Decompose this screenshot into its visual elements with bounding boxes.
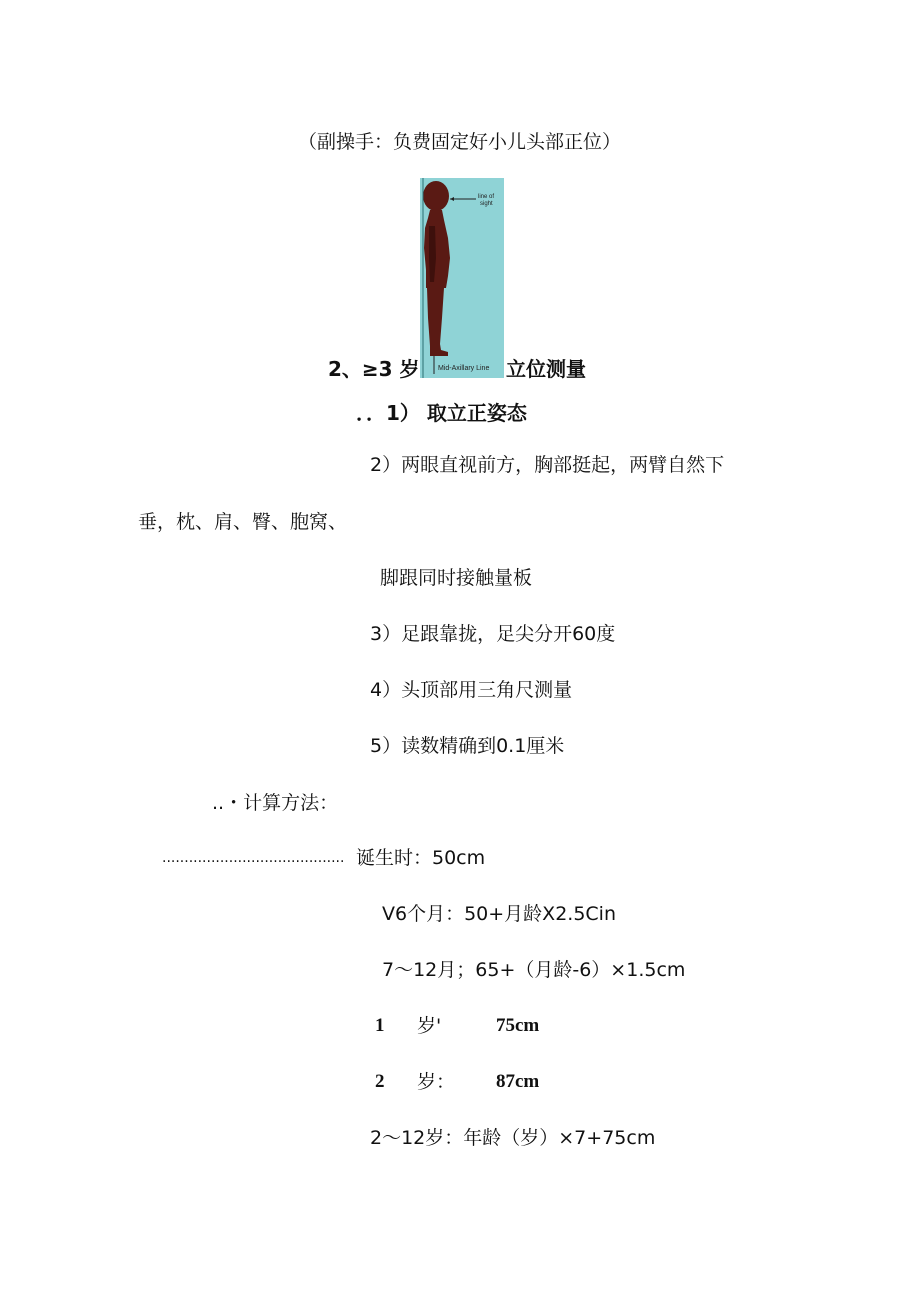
formula-7-12-months: 7～12月；65+（月龄-6）×1.5cm xyxy=(382,959,686,981)
silhouette-head xyxy=(423,181,449,211)
step-2-continued-2: 脚跟同时接触量板 xyxy=(380,567,533,589)
formula-2-12-years: 2～12岁：年龄（岁）×7+75cm xyxy=(370,1127,656,1149)
calc-title: ..・计算方法： xyxy=(212,792,339,814)
standing-child-figure xyxy=(420,178,504,378)
axillary-label: Mid-Axillary Line xyxy=(438,365,490,372)
heading-prefix: 2、≥3 岁 xyxy=(328,357,420,381)
step-2-continued: 垂，枕、肩、臀、胞窝、 xyxy=(138,511,348,533)
formula-1-year-label: 岁' xyxy=(417,1015,442,1037)
formula-1-year-value: 75cm xyxy=(496,1015,540,1036)
line-of-sight-label-1: line of xyxy=(478,194,495,200)
step-2: 2）两眼直视前方，胸部挺起，两臂自然下 xyxy=(370,454,725,476)
line-of-sight-label-2: sight xyxy=(480,201,493,207)
step-3: 3）足跟靠拢，足尖分开60度 xyxy=(370,623,616,645)
formula-1-year-num: 1 xyxy=(375,1015,385,1036)
formula-birth: 诞生时：50cm xyxy=(356,847,486,869)
standing-child-illustration xyxy=(420,178,504,378)
formula-2-year-value: 87cm xyxy=(496,1071,540,1092)
step-1: ．．1） 取立正姿态 xyxy=(356,401,527,425)
step-4: 4）头顶部用三角尺测量 xyxy=(370,679,573,701)
heading-suffix: 立位测量 xyxy=(506,357,586,381)
formula-2-year-label: 岁： xyxy=(417,1071,456,1093)
formula-2-year-num: 2 xyxy=(375,1071,385,1092)
formula-under-6-months: V6个月：50+月龄X2.5Cin xyxy=(382,903,617,925)
birth-dots: ......................................... xyxy=(162,850,345,866)
step-5: 5）读数精确到0.1厘米 xyxy=(370,735,565,757)
caption-top: （副操手：负费固定好小儿头部正位） xyxy=(298,131,622,153)
